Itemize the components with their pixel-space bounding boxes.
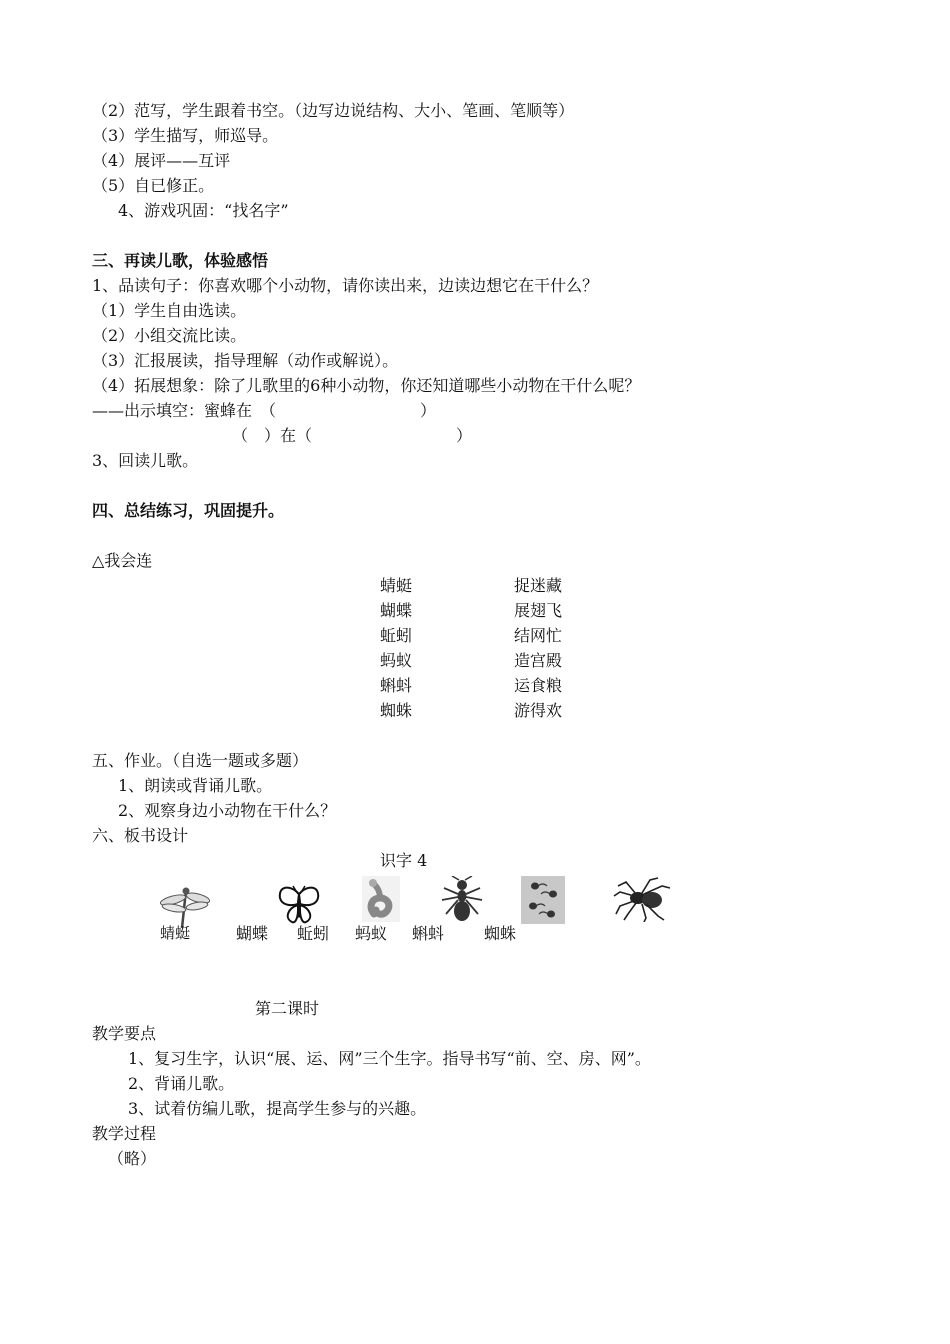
butterfly-icon	[276, 884, 322, 926]
process-note: （略）	[108, 1149, 157, 1168]
match-right-item: 运食粮	[514, 676, 563, 695]
match-left-item: 蚯蚓	[380, 626, 413, 645]
step-item: （4）展评——互评	[92, 151, 231, 170]
section3-item3: 3、回读儿歌。	[92, 451, 199, 470]
match-right-item: 捉迷藏	[514, 576, 563, 595]
process-heading: 教学过程	[92, 1124, 157, 1143]
match-left-item: 蜻蜓	[380, 576, 413, 595]
match-left-item: 蜘蛛	[380, 701, 413, 720]
match-right-item: 结网忙	[514, 626, 563, 645]
section3-heading: 三、再读儿歌，体验感悟	[92, 251, 269, 270]
tadpole-icon	[521, 876, 565, 924]
spider-icon	[612, 876, 676, 922]
section4-heading: 四、总结练习，巩固提升。	[92, 501, 285, 520]
board-label: 蚂蚁	[355, 924, 388, 943]
step-item: （2）范写，学生跟着书空。（边写边说结构、大小、笔画、笔顺等）	[92, 101, 575, 120]
lesson2-title: 第二课时	[255, 999, 320, 1018]
match-left-item: 蝌蚪	[380, 676, 413, 695]
game-step: 4、游戏巩固：“找名字”	[118, 201, 289, 220]
match-left-item: 蝴蝶	[380, 601, 413, 620]
section3-subitem: （4）拓展想象：除了儿歌里的6种小动物，你还知道哪些小动物在干什么呢？	[92, 376, 641, 395]
homework-item: 2、观察身边小动物在干什么？	[118, 801, 337, 820]
match-title: △我会连	[92, 551, 153, 570]
fill-blank-2: （ ）在（ ）	[232, 426, 473, 445]
fill-blank-1: ——出示填空：蜜蜂在 （ ）	[92, 401, 437, 420]
step-item: （5）自已修正。	[92, 176, 215, 195]
section6-heading: 六、板书设计	[92, 826, 189, 845]
board-label: 蜻蜓	[160, 924, 191, 942]
step-item: （3）学生描写，师巡导。	[92, 126, 279, 145]
match-right-item: 游得欢	[514, 701, 563, 720]
teaching-point: 3、试着仿编儿歌，提高学生参与的兴趣。	[128, 1099, 427, 1118]
points-heading: 教学要点	[92, 1024, 157, 1043]
board-label: 蝌蚪	[412, 924, 445, 943]
section3-subitem: （3）汇报展读，指导理解（动作或解说）。	[92, 351, 399, 370]
section3-subitem: （2）小组交流比读。	[92, 326, 247, 345]
ant-icon	[436, 876, 488, 924]
homework-item: 1、朗读或背诵儿歌。	[118, 776, 273, 795]
section3-item1: 1、品读句子：你喜欢哪个小动物，请你读出来，边读边想它在干什么？	[92, 276, 599, 295]
match-right-item: 展翅飞	[514, 601, 563, 620]
board-title: 识字 4	[380, 851, 428, 870]
earthworm-icon	[362, 876, 400, 922]
board-label: 蝴蝶	[236, 924, 269, 943]
match-left-item: 蚂蚁	[380, 651, 413, 670]
teaching-point: 1、复习生字，认识“展、运、网”三个生字。指导书写“前、空、房、网”。	[128, 1049, 651, 1068]
teaching-point: 2、背诵儿歌。	[128, 1074, 235, 1093]
section5-heading: 五、作业。（自选一题或多题）	[92, 751, 309, 770]
section3-subitem: （1）学生自由选读。	[92, 301, 247, 320]
match-right-item: 造宫殿	[514, 651, 563, 670]
board-label: 蚯蚓	[297, 924, 330, 943]
board-label: 蜘蛛	[484, 924, 517, 943]
